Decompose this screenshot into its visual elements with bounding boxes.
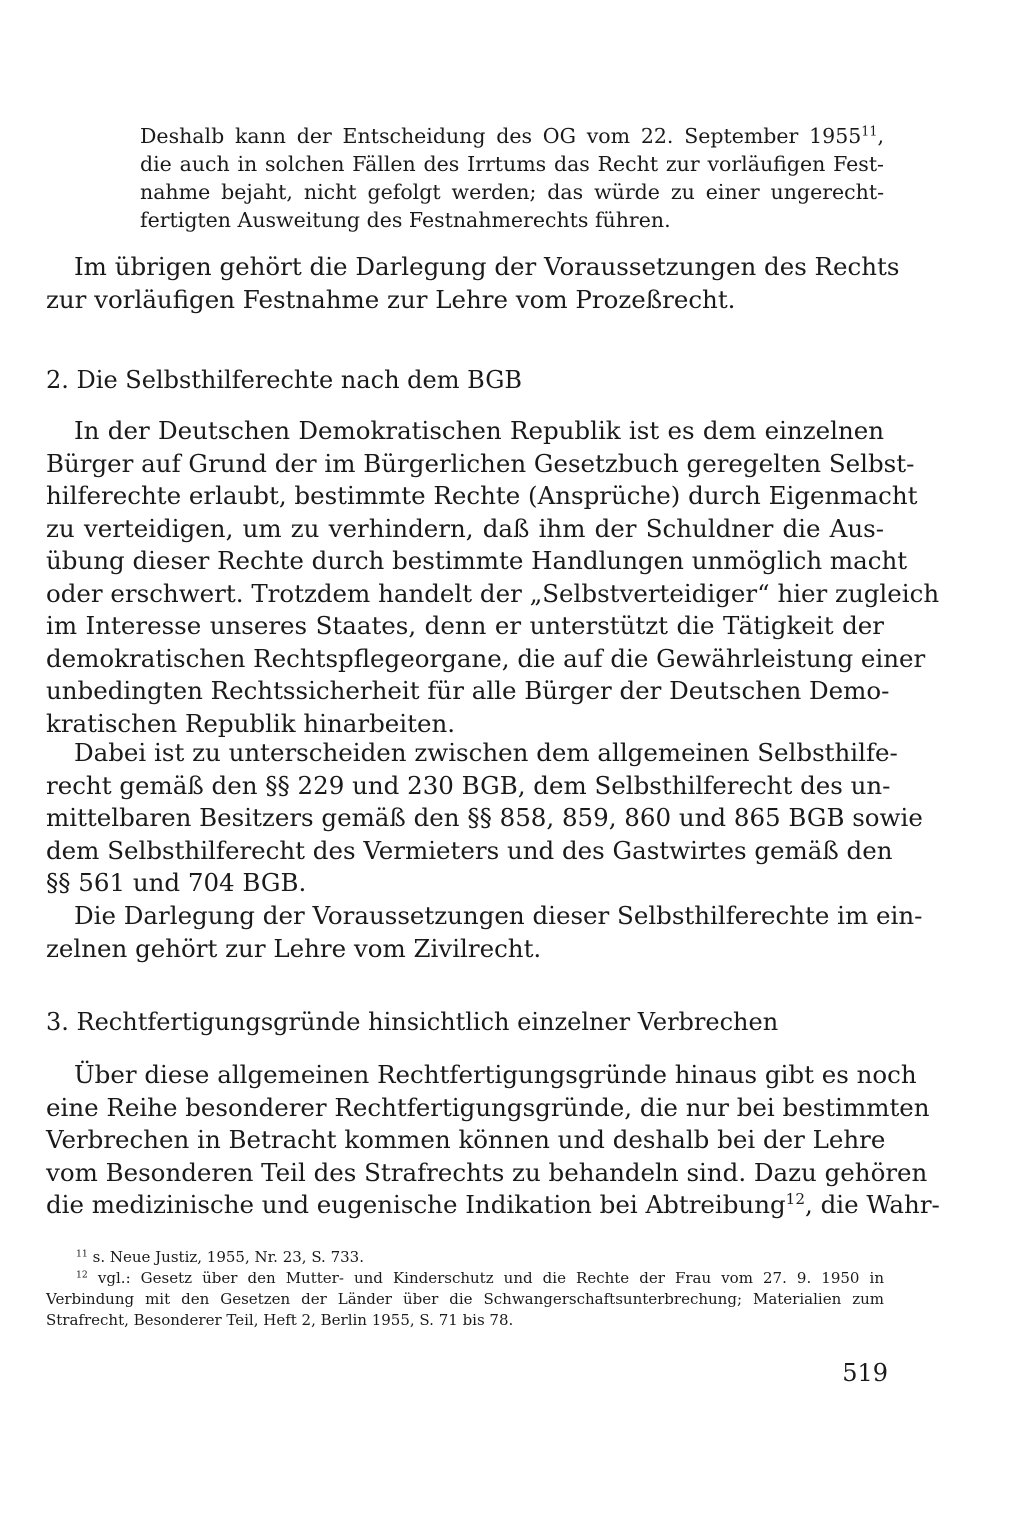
footnote-ref-12: 12 <box>785 1189 805 1208</box>
paragraph-line: Die Darlegung der Voraussetzungen dieser Selbsthilferechte im ein- <box>74 901 923 930</box>
footnotes <box>46 1247 884 1331</box>
paragraph-line: Bürger auf Grund der im Bürgerlichen Gesetzbuch geregelten Selbst- <box>46 448 915 478</box>
footnote-11: $^{11}$ s. Neue Justiz, 1955, Nr. 23, S. 733. <box>76 1248 364 1266</box>
footnote-12-line: Verbindung mit den Gesetzen der Länder über die Schwangerschaftsunterbrechung; Materialien zum <box>46 1290 884 1308</box>
footnote-number-12: 12 <box>76 1269 88 1281</box>
paragraph-line: mittelbaren Besitzers gemäß den §§ 858, 859, 860 und 865 BGB sowie <box>46 803 923 832</box>
paragraph-line: Im übrigen gehört die Darlegung der Voraussetzungen des Rechts <box>74 252 900 281</box>
paragraph-line: Dabei ist zu unterscheiden zwischen dem allgemeinen Selbsthilfe- <box>74 738 898 767</box>
section-heading-3: 3. Rechtfertigungsgründe hinsichtlich einzelner Verbrechen <box>46 1008 779 1036</box>
paragraph-line: Über diese allgemeinen Rechtfertigungsgründe hinaus gibt es noch <box>74 1060 917 1089</box>
paragraph-besondere <box>46 1059 940 1222</box>
paragraph-line: Verbrechen in Betracht kommen können und deshalb bei der Lehre <box>46 1125 886 1154</box>
paragraph-line: oder erschwert. Trotzdem handelt der „Selbstverteidiger“ hier zugleich <box>46 578 940 608</box>
footnote-12-line: Strafrecht, Besonderer Teil, Heft 2, Berlin 1955, S. 71 bis 78. <box>46 1311 514 1329</box>
paragraph-line: vom Besonderen Teil des Strafrechts zu behandeln sind. Dazu gehören <box>46 1157 928 1187</box>
paragraph-line-with-footnote: die medizinische und eugenische Indikation bei Abtreibung$^{12}$, die Wahr- <box>46 1189 940 1219</box>
paragraph-line: im Interesse unseres Staates, denn er unterstützt die Tätigkeit der <box>46 611 884 640</box>
paragraph-line: übung dieser Rechte durch bestimmte Handlungen unmöglich macht <box>46 546 908 575</box>
paragraph-darlegung <box>46 900 923 965</box>
paragraph-line: dem Selbsthilferecht des Vermieters und des Gastwirtes gemäß den <box>46 835 893 865</box>
footnote-ref-11: 11 <box>861 123 878 139</box>
footnote-number-11: 11 <box>76 1248 88 1260</box>
quote-line-1: Deshalb kann der Entscheidung des OG vom 22. September 1955$^{11}$, <box>140 123 884 148</box>
paragraph-line: In der Deutschen Demokratischen Republik ist es dem einzelnen <box>74 416 884 445</box>
paragraph-line: unbedingten Rechtssicherheit für alle Bürger der Deutschen Demo- <box>46 676 890 705</box>
paragraph-unterscheiden <box>46 737 923 900</box>
paragraph-line: zur vorläufigen Festnahme zur Lehre vom Prozeßrecht. <box>46 284 736 314</box>
paragraph-prozessrecht <box>46 251 900 316</box>
quote-line-4: fertigten Ausweitung des Festnahmerechts führen. <box>140 208 671 232</box>
paragraph-line: §§ 561 und 704 BGB. <box>46 868 307 897</box>
quote-paragraph <box>140 122 884 234</box>
quote-line-2: die auch in solchen Fällen des Irrtums das Recht zur vorläufigen Fest- <box>140 152 884 176</box>
paragraph-line: zu verteidigen, um zu verhindern, daß ihm der Schuldner die Aus- <box>46 513 884 543</box>
paragraph-ddr <box>46 415 940 740</box>
paragraph-line: eine Reihe besonderer Rechtfertigungsgründe, die nur bei bestimmten <box>46 1092 930 1122</box>
footnote-12: $^{12}$ vgl.: Gesetz über den Mutter- und Kinderschutz und die Rechte der Frau vom 27. 9. 1950 in <box>76 1269 884 1287</box>
paragraph-line: demokratischen Rechtspflegeorgane, die auf die Gewährleistung einer <box>46 643 926 673</box>
section-heading-2: 2. Die Selbsthilferechte nach dem BGB <box>46 366 523 394</box>
paragraph-line: recht gemäß den §§ 229 und 230 BGB, dem Selbsthilferecht des un- <box>46 770 891 800</box>
paragraph-line: kratischen Republik hinarbeiten. <box>46 708 456 738</box>
page-number: 519 <box>842 1359 888 1387</box>
paragraph-line: hilferechte erlaubt, bestimmte Rechte (Ansprüche) durch Eigenmacht <box>46 481 918 510</box>
quote-line-3: nahme bejaht, nicht gefolgt werden; das würde zu einer ungerecht- <box>140 180 884 204</box>
paragraph-line: zelnen gehört zur Lehre vom Zivilrecht. <box>46 933 542 963</box>
